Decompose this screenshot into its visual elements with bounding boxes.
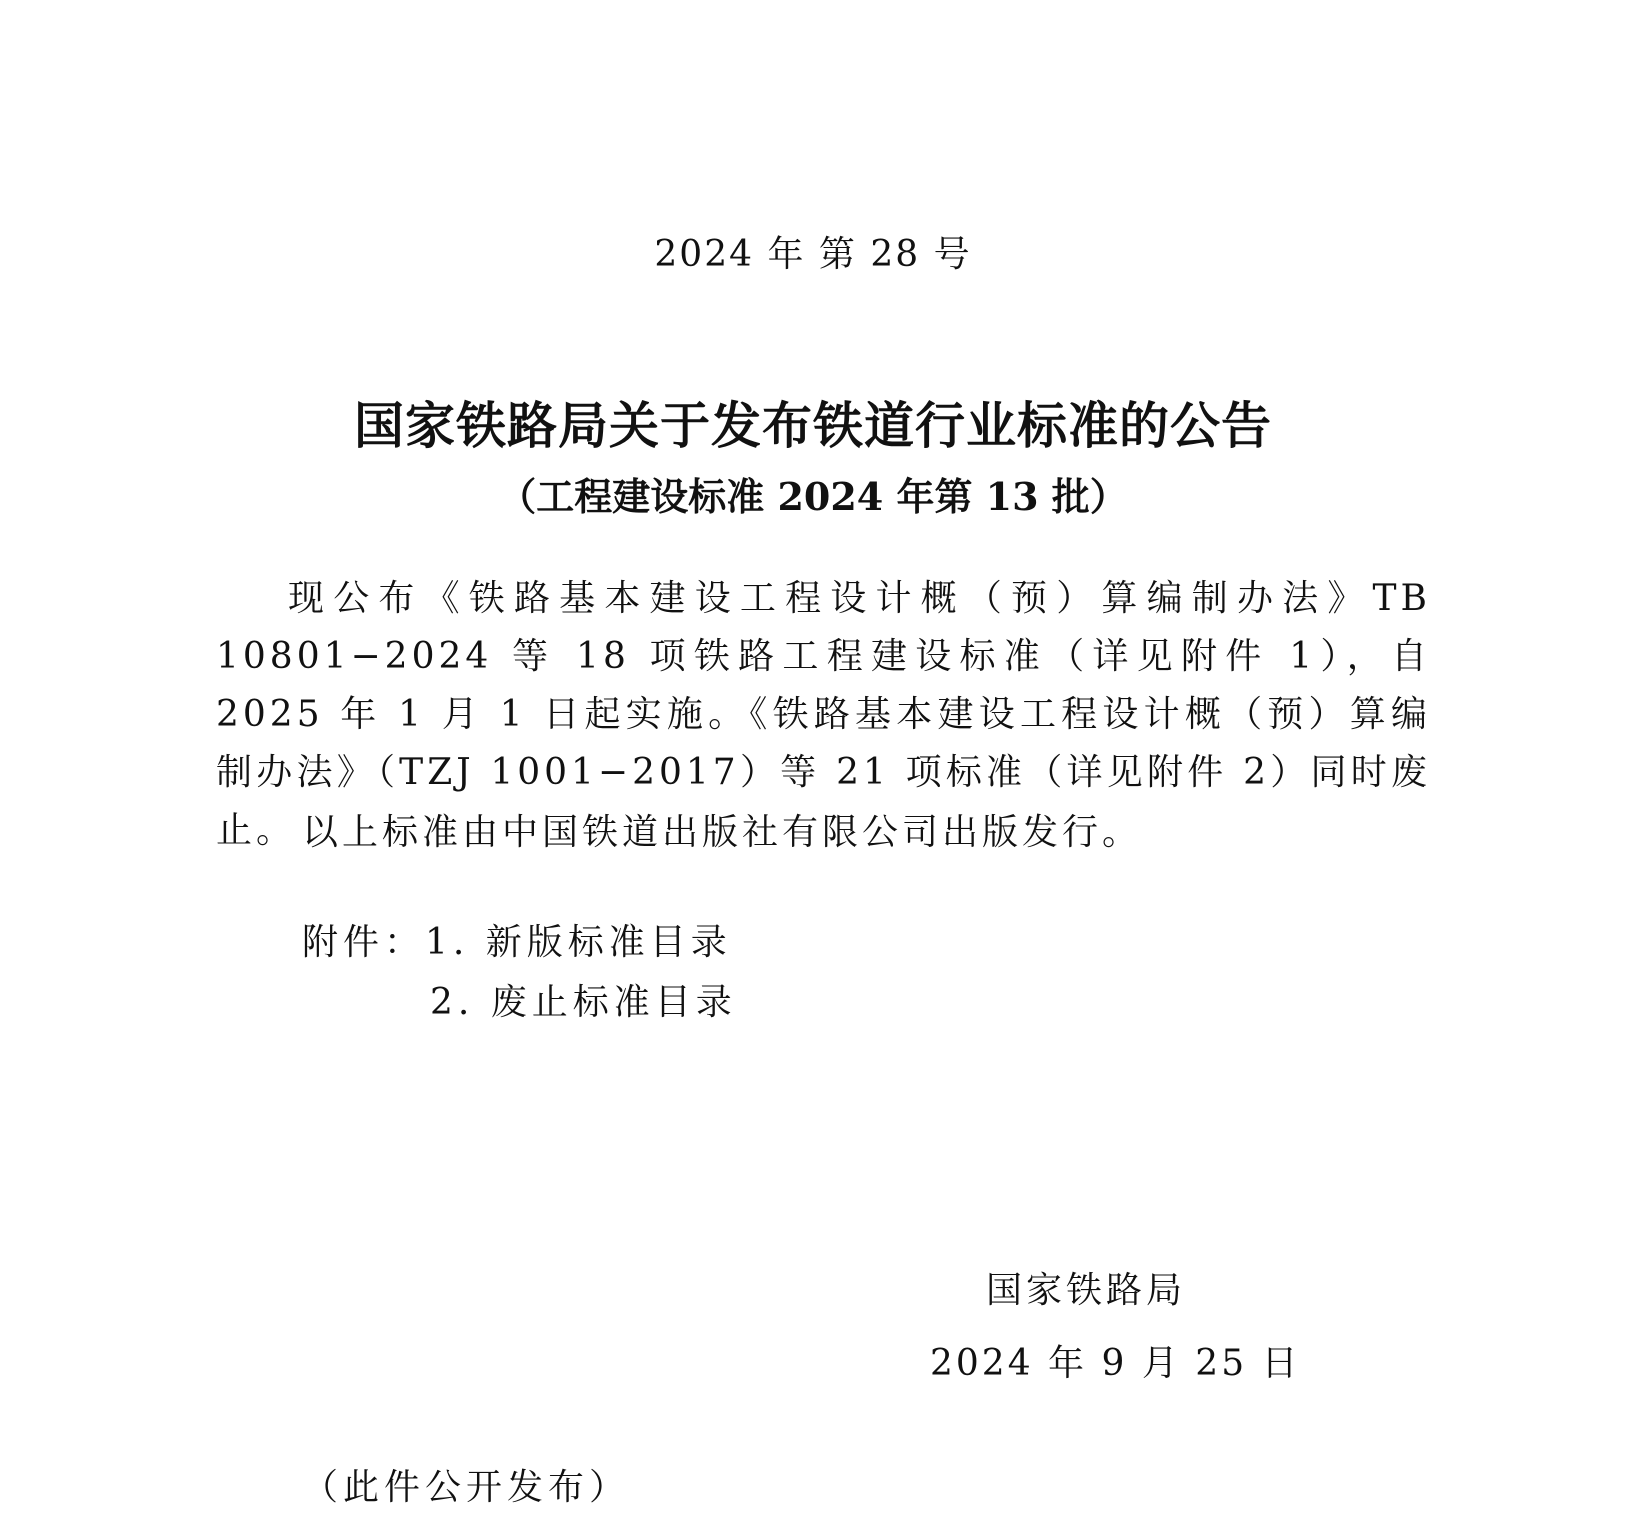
issue-date: 2024 年 9 月 25 日 <box>930 1343 1301 1384</box>
attachment-line-2 <box>430 974 737 1025</box>
document-number: 2024 年 第 28 号 <box>654 234 972 275</box>
body-paragraph-1: 现公布《铁路基本建设工程设计概（预）算编制办法》TB 10801−2024 等 18 项铁路工程建设标准（详见附件 1），自 2025 年 1 月 1 日起实施。《铁路基本建设工程设计概（预）算编制办法》（TZJ 1001−2017）等 21 项标准（详见附件 2）同时废止。 <box>216 578 1431 851</box>
document-subtitle: （工程建设标准 2024 年第 13 批） <box>498 474 1128 519</box>
issuer-name: 国家铁路局 <box>986 1270 1187 1311</box>
body-paragraph-2: 以上标准由中国铁道出版社有限公司出版发行。 <box>302 812 1143 853</box>
attachment-label: 附件： <box>302 922 426 963</box>
publication-note: （此件公开发布） <box>302 1467 631 1508</box>
document-title: 国家铁路局关于发布铁道行业标准的公告 <box>354 396 1272 455</box>
attachment-item-1: 1. 新版标准目录 <box>425 922 732 963</box>
attachment-item-2: 2. 废止标准目录 <box>430 982 737 1023</box>
attachment-line-1 <box>302 914 732 965</box>
